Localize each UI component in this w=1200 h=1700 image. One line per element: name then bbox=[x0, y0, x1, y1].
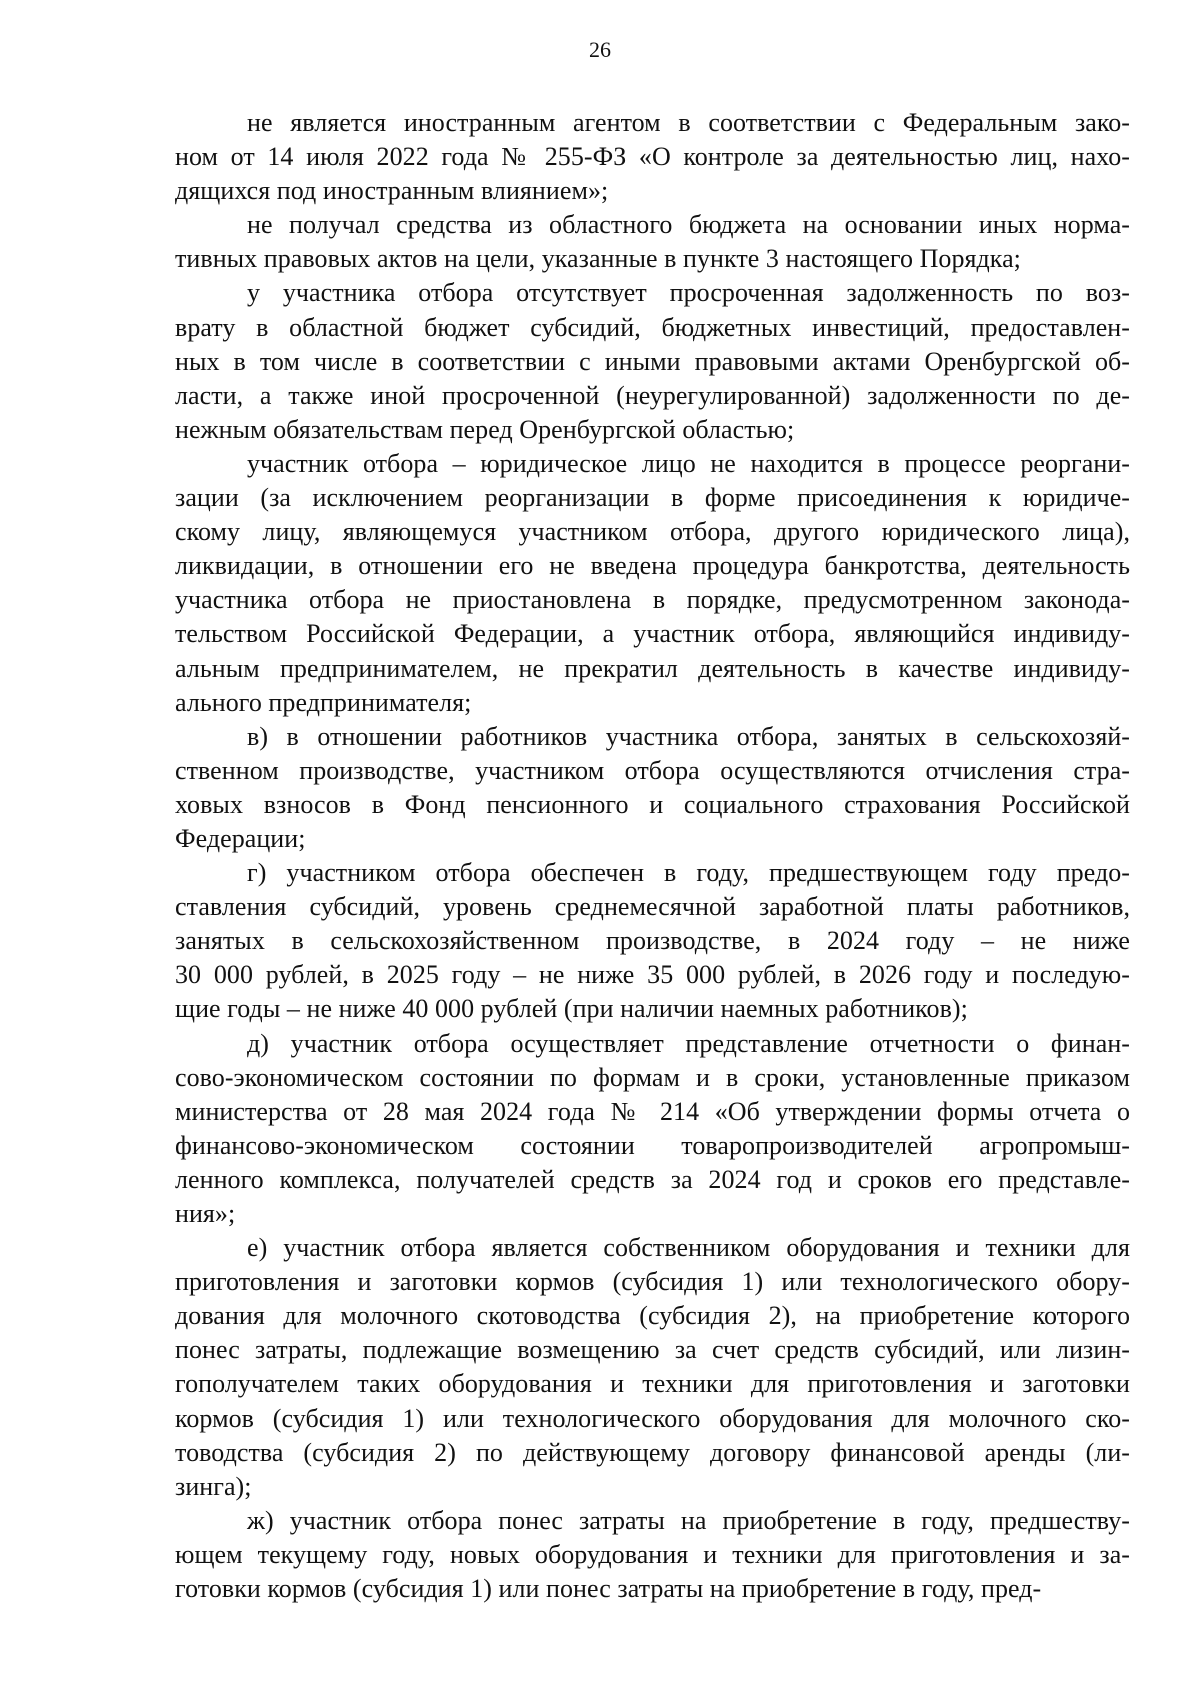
paragraph-p9 bbox=[175, 1504, 1130, 1606]
text-line: ных в том числе в соответствии с иными правовыми актами Оренбургской об- bbox=[175, 346, 1130, 376]
text-line: ленного комплекса, получателей средств за 2024 год и сроков его представле- bbox=[175, 1164, 1130, 1194]
page-number: 26 bbox=[589, 37, 611, 62]
text-line: зации (за исключением реорганизации в форме присоединения к юридиче- bbox=[175, 483, 1130, 513]
text-line: ния»; bbox=[175, 1199, 236, 1228]
text-line: у участника отбора отсутствует просроченная задолженность по воз- bbox=[247, 278, 1130, 308]
text-line: участник отбора – юридическое лицо не находится в процессе реоргани- bbox=[247, 448, 1130, 478]
paragraph-p4 bbox=[175, 447, 1130, 720]
text-line: занятых в сельскохозяйственном производстве, в 2024 году – не ниже bbox=[175, 926, 1130, 956]
text-line: ственном производстве, участником отбора осуществляются отчисления стра- bbox=[175, 755, 1130, 785]
text-line: щие годы – не ниже 40 000 рублей (при наличии наемных работников); bbox=[175, 994, 968, 1024]
text-line: г) участником отбора обеспечен в году, предшествующем году предо- bbox=[247, 858, 1130, 888]
paragraph-p7 bbox=[175, 1027, 1130, 1232]
paragraph-p8 bbox=[175, 1231, 1130, 1504]
text-line: приготовления и заготовки кормов (субсидия 1) или технологического обору- bbox=[175, 1267, 1130, 1297]
paragraph-p5 bbox=[175, 720, 1130, 856]
text-line: сово-экономическом состоянии по формам и в сроки, установленные приказом bbox=[175, 1062, 1130, 1092]
document-body bbox=[175, 106, 1130, 1606]
text-line: дящихся под иностранным влиянием»; bbox=[175, 176, 609, 206]
text-line: ном от 14 июля 2022 года № 255-ФЗ «О контроле за деятельностью лиц, нахо- bbox=[175, 142, 1130, 172]
text-line: участника отбора не приостановлена в порядке, предусмотренном законода- bbox=[175, 585, 1130, 615]
text-line: финансово-экономическом состоянии товаропроизводителей агропромыш- bbox=[175, 1130, 1130, 1160]
text-line: ховых взносов в Фонд пенсионного и социального страхования Российской bbox=[175, 789, 1130, 819]
text-line: е) участник отбора является собственником оборудования и техники для bbox=[247, 1233, 1130, 1263]
paragraph-p1 bbox=[175, 106, 1130, 208]
text-line: зинга); bbox=[175, 1471, 252, 1501]
text-line: дования для молочного скотоводства (субсидия 2), на приобретение которого bbox=[175, 1301, 1130, 1331]
text-line: не является иностранным агентом в соответствии с Федеральным зако- bbox=[247, 108, 1130, 137]
text-line: кормов (субсидия 1) или технологического оборудования для молочного ско- bbox=[175, 1403, 1130, 1433]
text-line: тельством Российской Федерации, а участник отбора, являющийся индивиду- bbox=[175, 619, 1130, 649]
text-line: в) в отношении работников участника отбора, занятых в сельскохозяй- bbox=[247, 721, 1130, 751]
text-line: врату в областной бюджет субсидий, бюджетных инвестиций, предоставлен- bbox=[175, 312, 1130, 342]
text-line: ставления субсидий, уровень среднемесячной заработной платы работников, bbox=[175, 892, 1130, 922]
text-line: ласти, а также иной просроченной (неурегулированной) задолженности по де- bbox=[175, 380, 1130, 410]
text-line: ального предпринимателя; bbox=[175, 687, 472, 717]
text-line: министерства от 28 мая 2024 года № 214 «Об утверждении формы отчета о bbox=[175, 1096, 1130, 1126]
text-line: ющем текущему году, новых оборудования и техники для приготовления и за- bbox=[175, 1539, 1130, 1569]
paragraph-p2 bbox=[175, 208, 1130, 276]
text-line: Федерации; bbox=[175, 823, 306, 853]
text-line: скому лицу, являющемуся участником отбора, другого юридического лица), bbox=[175, 517, 1130, 547]
text-line: ж) участник отбора понес затраты на приобретение в году, предшеству- bbox=[247, 1505, 1130, 1535]
text-line: 30 000 рублей, в 2025 году – не ниже 35 000 рублей, в 2026 году и последую- bbox=[175, 960, 1130, 990]
text-line: товодства (субсидия 2) по действующему договору финансовой аренды (ли- bbox=[175, 1437, 1130, 1467]
text-line: понес затраты, подлежащие возмещению за счет средств субсидий, или лизин- bbox=[175, 1335, 1130, 1365]
text-line: не получал средства из областного бюджета на основании иных норма- bbox=[247, 210, 1130, 240]
text-line: д) участник отбора осуществляет представление отчетности о финан- bbox=[247, 1028, 1130, 1058]
text-line: готовки кормов (субсидия 1) или понес затраты на приобретение в году, пред- bbox=[175, 1574, 1042, 1604]
text-line: нежным обязательствам перед Оренбургской областью; bbox=[175, 414, 795, 444]
text-line: альным предпринимателем, не прекратил деятельность в качестве индивиду- bbox=[175, 653, 1130, 683]
text-line: ликвидации, в отношении его не введена процедура банкротства, деятельность bbox=[175, 551, 1130, 581]
paragraph-p3 bbox=[175, 276, 1130, 446]
text-line: гополучателем таких оборудования и техники для приготовления и заготовки bbox=[175, 1369, 1130, 1399]
text-line: тивных правовых актов на цели, указанные в пункте 3 настоящего Порядка; bbox=[175, 244, 1021, 274]
paragraph-p6 bbox=[175, 856, 1130, 1026]
